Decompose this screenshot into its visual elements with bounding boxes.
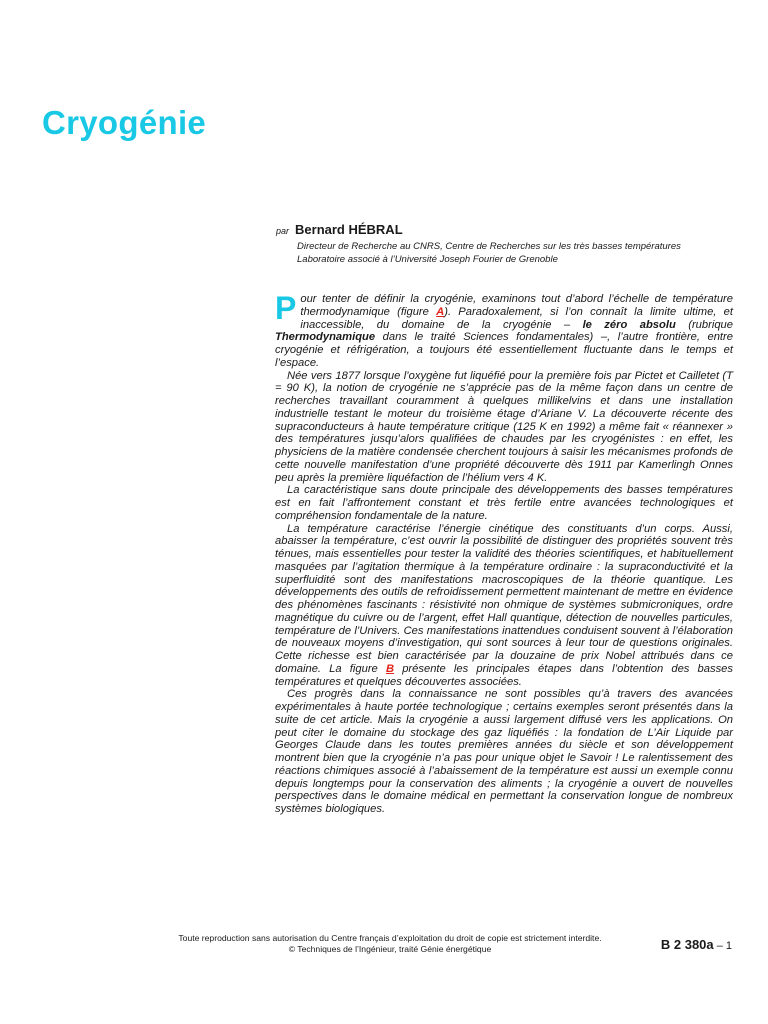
copyright-notice: [140, 933, 640, 954]
copyright-line-1: Toute reproduction sans autorisation du Centre français d’exploitation du droit de copie est strictement interdite.: [178, 933, 602, 943]
paragraph-2: Née vers 1877 lorsque l’oxygène fut liquéfié pour la première fois par Pictet et Cailletet (T = 90 K), la notion de cryogénie ne s’apprécie pas de la même façon dans un centre de recherches travaillant couramment à quelques millikelvins et dans une installation industrielle testant le moteur du troisième étage d’Ariane V. La découverte récente des supraconducteurs à haute température critique (125 K en 1992) a même fait « réannexer » des températures jusqu’alors qualifiées de chaudes par les cryogénistes : en effet, les physiciens de la matière condensée cherchent toujours à saisir les mécanismes profonds de cette nouvelle manifestation d’une propriété découverte dès 1911 par Kamerlingh Onnes peu après la première liquéfaction de l’hélium vers 4 K.: [275, 369, 733, 484]
p1-text-c: (rubrique: [675, 318, 733, 331]
p1-text-b: ). Paradoxalement, si l’on connaît la limite ultime, et inaccessible, du domaine de la cryogénie –: [300, 305, 733, 331]
author-byline: [276, 221, 736, 266]
p1-text-d: dans le traité Sciences fondamentales) –, l’autre frontière, entre cryogénie et réfrigération, a toujours été essentiellement fluctuante dans le temps et l’espace.: [275, 331, 733, 369]
figure-a-link[interactable]: A: [436, 305, 445, 318]
article-title: Cryogénie: [42, 104, 207, 141]
figure-b-link[interactable]: B: [385, 662, 395, 675]
page-reference: [661, 937, 732, 952]
author-affiliation: [297, 241, 736, 266]
paragraph-1: [275, 290, 733, 370]
p1-bold-thermodynamique: Thermodynamique: [275, 331, 376, 344]
author-prefix: par: [276, 226, 290, 236]
drop-cap: P: [275, 290, 297, 326]
paragraph-4: [275, 523, 733, 689]
p4-text-a: La température caractérise l’énergie cinétique des constituants d’un corps. Aussi, abaisser la température, c’est ouvrir la possibilité de distinguer des propriétés souvent très ténues, mais essentielles pour tester la validité des théories scientifiques, et habituellement masquées par l’agitation thermique à la température ordinaire : la supraconductivité et la superfluidité sont des manifestations macroscopiques de la théorie quantique. Les développements des outils de refroidissement permettent maintenant de mettre en évidence des phénomènes fascinants : résistivité non ohmique de systèmes submicroniques, ordre magnétique du cuivre ou de l’argent, effet Hall quantique, détection de nouvelles particules, température de l’Univers. Ces manifestations inattendues conduisent souvent à l’élaboration de nouveaux moyens d’investigation, qui sont sources à leur tour de questions originales. Cette richesse est bien caractérisée par la douzaine de prix Nobel attribués dans ce domaine. La figure: [275, 522, 733, 675]
p1-bold-zero-absolu: le zéro absolu: [582, 318, 676, 331]
paragraph-3: La caractéristique sans doute principale des développements des basses températures est en fait l’affrontement constant et très fertile entre avancées technologiques et compréhension fondamentale de la nature.: [275, 484, 733, 522]
author-name: Bernard HÉBRAL: [295, 222, 403, 237]
p4-text-b: présente les principales étapes dans l’obtention des basses températures et quelques découvertes associées.: [275, 662, 734, 688]
paragraph-5: Ces progrès dans la connaissance ne sont possibles qu’à travers des avancées expérimentales à haute portée technologique ; certains exemples seront présentés dans la suite de cet article. Mais la cryogénie a aussi largement diffusé vers les applications. On peut citer le domaine du stockage des gaz liquéfiés : la fondation de L’Air Liquide par Georges Claude dans les toutes premières années du siècle et son développement montrent bien que la cryogénie n’a pas pour unique objet le Savoir ! Le ralentissement des réactions chimiques associé à l’abaissement de la température est aussi un exemple connu depuis longtemps pour la conservation des aliments ; la cryogénie a ouvert de nouvelles perspectives dans le domaine médical en permettant la conservation longue de nombreux systèmes biologiques.: [275, 688, 733, 815]
affiliation-line-2: Laboratoire associé à l’Université Joseph Fourier de Grenoble: [297, 253, 558, 265]
document-code: B 2 380a: [660, 937, 714, 952]
page-number: 1: [725, 940, 732, 952]
copyright-line-2: © Techniques de l’Ingénieur, traité Génie énergétique: [288, 943, 492, 954]
page-separator: –: [713, 940, 726, 952]
p1-text-a: our tenter de définir la cryogénie, examinons tout d’abord l’échelle de température thermodynamique (figure: [300, 293, 733, 318]
article-body: [275, 290, 734, 816]
affiliation-line-1: Directeur de Recherche au CNRS, Centre de Recherches sur les très basses températures: [297, 241, 681, 252]
